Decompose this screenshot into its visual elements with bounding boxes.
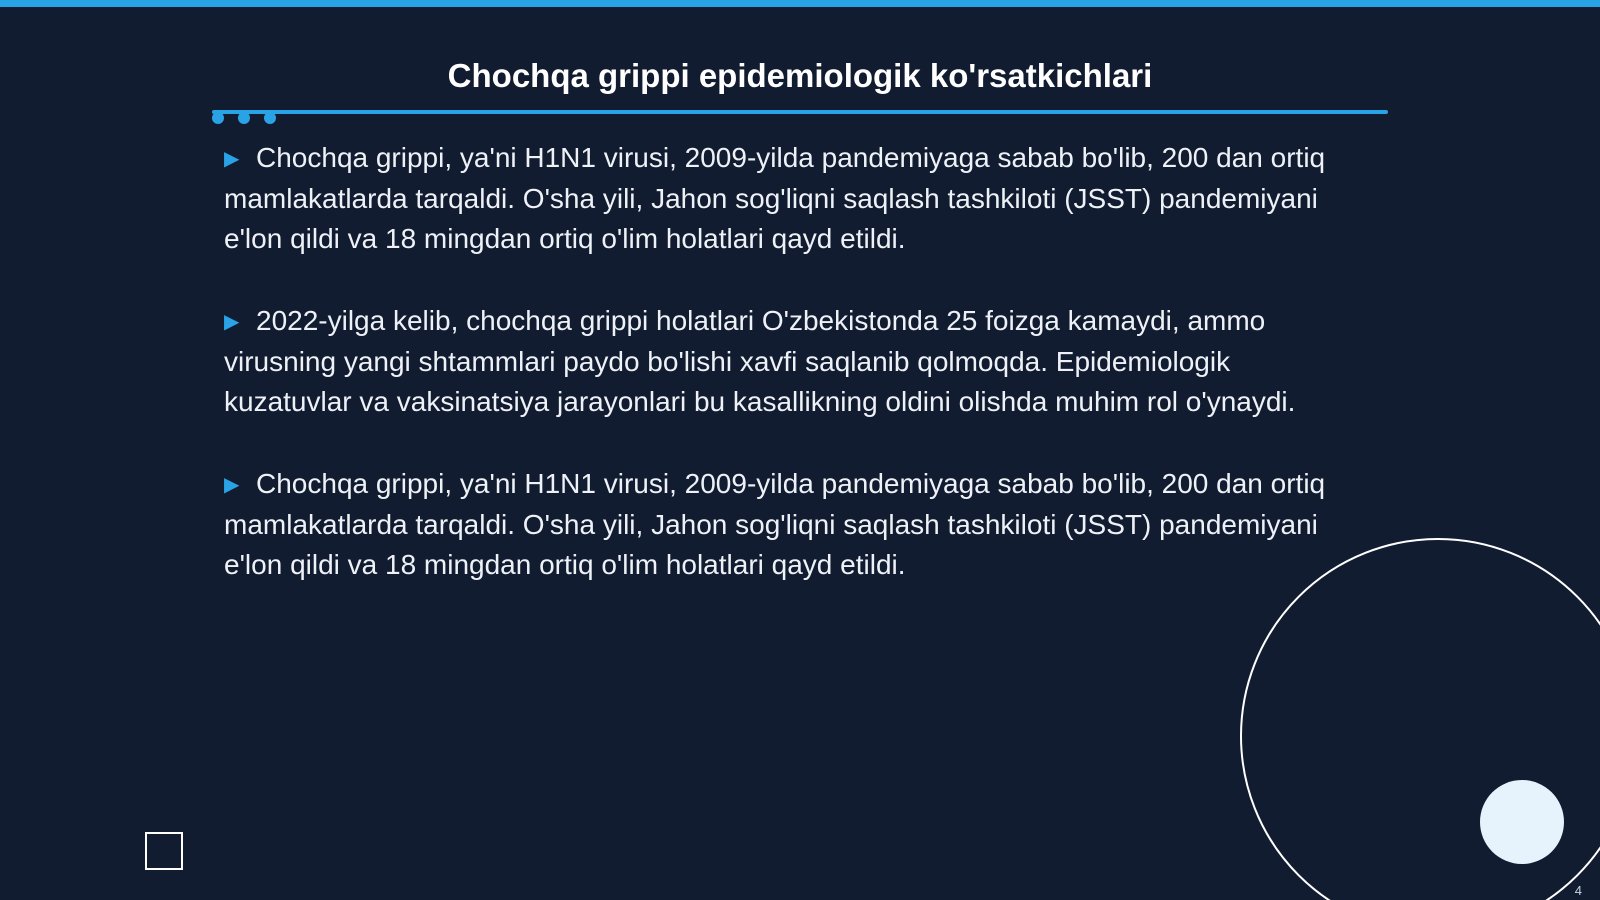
triangle-right-icon: ▶ [224, 311, 240, 333]
decorative-dot [212, 112, 224, 124]
bullet-text: Chochqa grippi, ya'ni H1N1 virusi, 2009-yilda pandemiyaga sabab bo'lib, 200 dan ortiq mamlakatlarda tarqaldi. O'sha yili, Jahon sog'liqni saqlash tashkiloti (JSST) pandemiyani e'lon qildi va 18 mingdan ortiq o'lim holatlari qayd etildi. [224, 142, 1326, 254]
bullet-paragraph-1 [224, 138, 1364, 259]
triangle-right-icon: ▶ [224, 148, 240, 170]
slide-title: Chochqa grippi epidemiologik ko'rsatkichlari [447, 57, 1153, 94]
triangle-right-icon: ▶ [224, 474, 240, 496]
title-underline [212, 110, 1388, 114]
decorative-dot [264, 112, 276, 124]
top-accent-bar [0, 0, 1600, 7]
page-number: 4 [1574, 883, 1582, 898]
bullet-text: 2022-yilga kelib, chochqa grippi holatlari O'zbekistonda 25 foizga kamaydi, ammo virusning yangi shtammlari paydo bo'lishi xavfi saqlanib qolmoqda. Epidemiologik kuzatuvlar va vaksinatsiya jarayonlari bu kasallikning oldini olishda muhim rol o'ynaydi. [224, 305, 1296, 417]
bullet-list [224, 138, 1364, 627]
bullet-paragraph-3 [224, 464, 1364, 585]
decorative-dot [238, 112, 250, 124]
decorative-square [145, 832, 183, 870]
bullet-text: Chochqa grippi, ya'ni H1N1 virusi, 2009-yilda pandemiyaga sabab bo'lib, 200 dan ortiq mamlakatlarda tarqaldi. O'sha yili, Jahon sog'liqni saqlash tashkiloti (JSST) pandemiyani e'lon qildi va 18 mingdan ortiq o'lim holatlari qayd etildi. [224, 468, 1326, 580]
bullet-paragraph-2 [224, 301, 1364, 422]
decorative-circle-filled [1480, 780, 1564, 864]
